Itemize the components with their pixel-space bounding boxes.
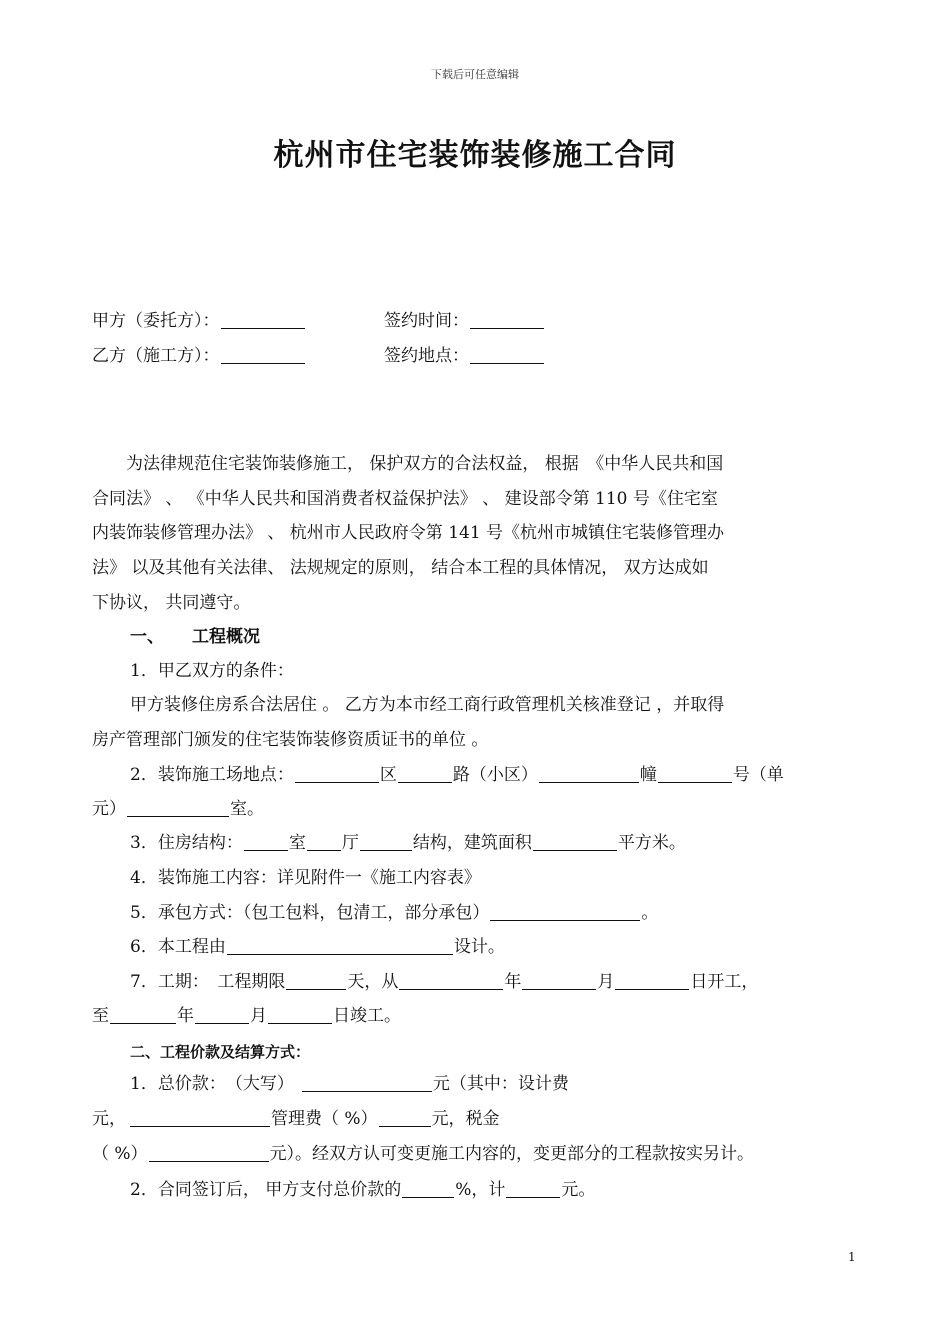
structure-label: 结构，建筑面积 xyxy=(412,833,532,853)
start-day-blank[interactable] xyxy=(615,971,689,990)
ting-blank[interactable] xyxy=(307,832,341,851)
item2-line-1 xyxy=(130,764,784,786)
start-month-blank[interactable] xyxy=(522,971,596,990)
page-number: 1 xyxy=(848,1250,856,1264)
end-month-blank[interactable] xyxy=(195,1005,249,1024)
design-fee-blank[interactable] xyxy=(130,1108,270,1127)
number-blank[interactable] xyxy=(658,764,732,783)
preamble-line-1: 为法律规范住宅装饰装修施工， 保护双方的合法权益， 根据 《中华人民共和国 xyxy=(126,454,724,474)
tax-blank[interactable] xyxy=(149,1143,269,1162)
district-blank[interactable] xyxy=(295,764,379,783)
percent-blank[interactable] xyxy=(402,1179,454,1198)
item7-line-1 xyxy=(130,971,758,993)
room-blank[interactable] xyxy=(127,798,229,817)
building-label: 幢 xyxy=(639,765,657,785)
mgmt-label: 管理费（ %） xyxy=(271,1109,378,1129)
s2-item1-prefix: 1．总价款： （大写） xyxy=(130,1074,294,1094)
room-label: 室。 xyxy=(230,799,264,819)
item2-prefix: 2．装饰施工场地点： xyxy=(130,765,294,785)
preamble-line-4: 法》 以及其他有关法律、 法规规定的原则， 结合本工程的具体情况， 双方达成如 xyxy=(92,558,709,578)
s2-line2-start: 元， xyxy=(92,1109,126,1129)
s2-line3-start: （ %） xyxy=(92,1144,148,1164)
month-label: 月 xyxy=(597,972,615,992)
year2-label: 年 xyxy=(177,1006,194,1026)
header-note: 下载后可任意编辑 xyxy=(431,68,519,81)
s2-item1-line-3 xyxy=(92,1143,754,1165)
item3-prefix: 3．住房结构： xyxy=(130,833,243,853)
start-label: 日开工， xyxy=(690,972,759,992)
party-b-row xyxy=(92,345,306,367)
item1-text-1: 甲方装修住房系合法居住 。 乙方为本市经工商行政管理机关核准登记 ，并取得 xyxy=(130,695,725,715)
item5-line xyxy=(130,902,658,924)
preamble-line-3: 内装饰装修管理办法》 、 杭州市人民政府令第 141 号《杭州市城镇住宅装修管理办 xyxy=(92,523,725,543)
sign-place-row xyxy=(384,345,545,367)
item4-line: 4．装饰施工内容：详见附件一《施工内容表》 xyxy=(130,868,481,888)
item3-line xyxy=(130,832,686,854)
item2-line-2 xyxy=(92,798,264,820)
total-amount-blank[interactable] xyxy=(302,1073,432,1092)
item7-line-2 xyxy=(92,1005,401,1027)
sqm-label: 平方米。 xyxy=(617,833,686,853)
structure-blank[interactable] xyxy=(360,832,412,851)
sign-time-row xyxy=(384,310,545,332)
item5-prefix: 5．承包方式：（包工包料，包清工，部分承包） xyxy=(130,903,490,923)
s2-item2-prefix: 2．合同签订后， 甲方支付总价款的 xyxy=(130,1180,402,1200)
pct-label: %，计 xyxy=(455,1180,506,1200)
party-b-blank[interactable] xyxy=(221,345,305,364)
section1-heading: 工程概况 xyxy=(192,627,260,647)
item1-title: 1．甲乙双方的条件： xyxy=(130,661,294,681)
road-label: 路（小区） xyxy=(452,765,538,785)
shi-label: 室 xyxy=(288,833,306,853)
party-a-blank[interactable] xyxy=(221,310,305,329)
start-year-blank[interactable] xyxy=(399,971,503,990)
s2-item1-line-2 xyxy=(92,1108,500,1130)
unit-label: 号（单 xyxy=(732,765,784,785)
mgmt-fee-blank[interactable] xyxy=(379,1108,431,1127)
preamble-line-2: 合同法》 、 《中华人民共和国消费者权益保护法》 、 建设部令第 110 号《住宅室 xyxy=(92,489,718,509)
sign-place-blank[interactable] xyxy=(470,345,544,364)
designer-blank[interactable] xyxy=(227,936,453,955)
party-b-label: 乙方（施工方）： xyxy=(92,346,220,366)
preamble-line-5: 下协议， 共同遵守。 xyxy=(92,593,251,613)
end-year-blank[interactable] xyxy=(110,1005,176,1024)
to-label: 至 xyxy=(92,1006,109,1026)
building-blank[interactable] xyxy=(539,764,639,783)
area-blank[interactable] xyxy=(533,832,617,851)
s2-item1-line-1 xyxy=(130,1073,569,1095)
document-title: 杭州市住宅装饰装修施工合同 xyxy=(273,138,677,173)
district-label: 区 xyxy=(379,765,397,785)
sign-time-label: 签约时间： xyxy=(384,311,469,331)
party-a-label: 甲方（委托方）： xyxy=(92,311,220,331)
end-label: 日竣工。 xyxy=(333,1006,401,1026)
end-day-blank[interactable] xyxy=(268,1005,332,1024)
section2-heading: 二、工程价款及结算方式： xyxy=(130,1043,311,1061)
item7-prefix: 7．工期： 工程期限 xyxy=(130,972,286,992)
day-from-label: 天，从 xyxy=(347,972,399,992)
s2-line3-end: 元）。经双方认可变更施工内容的，变更部分的工程款按实另计。 xyxy=(269,1144,755,1164)
section1-number: 一、 xyxy=(130,627,164,647)
unit-end-label: 元） xyxy=(92,799,126,819)
item5-end: 。 xyxy=(641,903,659,923)
party-a-row xyxy=(92,310,306,332)
payment-blank[interactable] xyxy=(506,1179,560,1198)
item6-line xyxy=(130,936,505,958)
month2-label: 月 xyxy=(250,1006,267,1026)
shi-blank[interactable] xyxy=(244,832,288,851)
tax-label: 元，税金 xyxy=(431,1109,500,1129)
item6-end: 设计。 xyxy=(453,937,505,957)
s2-item1-mid: 元（其中：设计费 xyxy=(432,1074,569,1094)
item6-prefix: 6．本工程由 xyxy=(130,937,226,957)
road-blank[interactable] xyxy=(398,764,452,783)
s2-item2-end: 元。 xyxy=(561,1180,596,1200)
year-label: 年 xyxy=(504,972,522,992)
sign-place-label: 签约地点： xyxy=(384,346,469,366)
sign-time-blank[interactable] xyxy=(470,310,544,329)
s2-item2-line xyxy=(130,1179,595,1201)
item1-text-2: 房产管理部门颁发的住宅装饰装修资质证书的单位 。 xyxy=(92,730,489,750)
days-blank[interactable] xyxy=(286,971,346,990)
contract-type-blank[interactable] xyxy=(490,902,640,921)
ting-label: 厅 xyxy=(341,833,359,853)
